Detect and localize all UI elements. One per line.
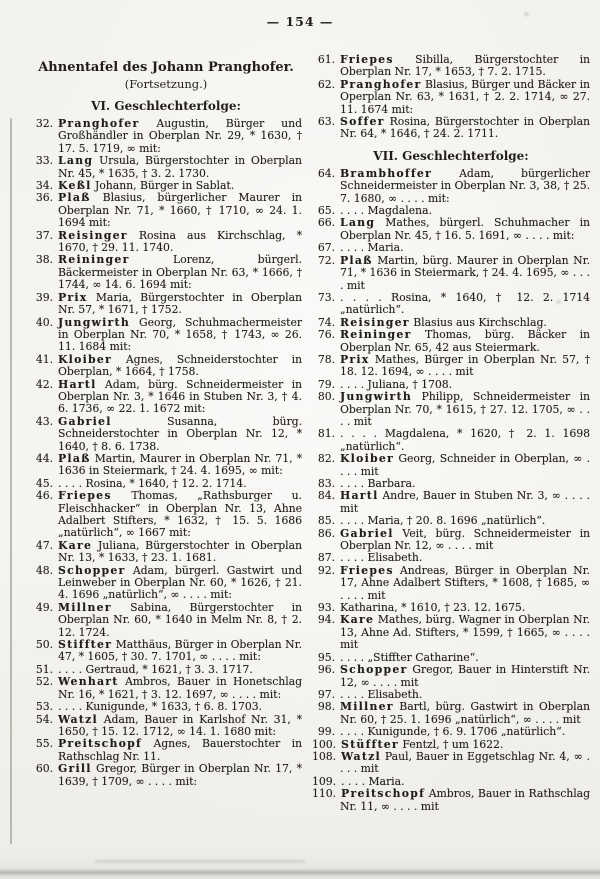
entry-item — [30, 565, 302, 602]
entry-number: 72. — [317, 253, 335, 267]
entry-number: 78. — [317, 352, 335, 366]
entry-number: 37. — [35, 228, 53, 242]
entry-number: 50. — [35, 638, 53, 652]
entry-number: 53. — [35, 700, 53, 714]
entry-number: 98. — [317, 700, 335, 714]
entry-name: Stiffter — [58, 638, 113, 652]
entry-name: Reisinger — [58, 228, 128, 242]
entry-name: Kare — [58, 538, 93, 552]
entry-name: Kloiber — [58, 352, 112, 366]
entry-text: Andre, Bauer in Stuben Nr. 3, ∞ . . . . mit — [340, 489, 590, 515]
entry-number: 85. — [317, 514, 335, 528]
entry-item — [30, 676, 302, 701]
entry-name: Reininger — [340, 328, 412, 342]
entry-number: 38. — [35, 253, 53, 267]
entry-item — [30, 230, 302, 255]
section-heading-vi: VI. Geschlechterfolge: — [91, 99, 241, 113]
entry-item — [312, 354, 590, 379]
entry-text: Susanna, bürg. Schneiderstochter in Oberplan Nr. 12, * 1640, † 8. 6. 1738. — [58, 414, 303, 453]
entry-list-vii — [312, 168, 590, 813]
entry-text: Paul, Bauer in Eggetschlag Nr. 4, ∞ . . . . mit — [340, 749, 590, 776]
entry-list-vi-continued — [312, 54, 590, 141]
entry-text: . . . . Maria. — [340, 241, 404, 255]
entry-number: 41. — [35, 352, 53, 366]
section-heading-vii: VII. Geschlechterfolge: — [373, 148, 529, 163]
entry-number: 109. — [312, 774, 337, 788]
entry-number: 67. — [317, 241, 335, 255]
entry-text: Matthäus, Bürger in Oberplan Nr. 47, * 1605, † 30. 7. 1701, ∞ . . . . mit: — [58, 638, 302, 664]
entry-text: Maria, Bürgerstochter in Oberplan Nr. 57, * 1671, † 1752. — [58, 290, 303, 317]
entry-item — [312, 614, 590, 651]
entry-number: 55. — [35, 737, 53, 751]
entry-item — [312, 528, 590, 553]
entry-name: Millner — [58, 600, 112, 614]
entry-text: . . . . Magdalena, * 1620, † 2. 1. 1698 „natürlich“. — [340, 427, 590, 453]
entry-item — [312, 391, 590, 428]
entry-item — [30, 379, 302, 416]
entry-number: 81. — [317, 427, 335, 441]
entry-name: Jungwirth — [58, 315, 130, 329]
scan-smudge — [95, 860, 305, 863]
entry-item — [312, 255, 590, 292]
entry-text: Lorenz, bürgerl. Bäckermeister in Oberplan Nr. 63, * 1666, † 1744, ∞ 14. 6. 1694 mit: — [58, 253, 302, 292]
entry-number: 52. — [35, 675, 53, 689]
entry-text: Thomas, bürg. Bäcker in Oberplan Nr. 65, 42 aus Steiermark. — [340, 328, 591, 354]
entry-text: Rosina aus Kirchschlag, * 1670, † 29. 11. 1740. — [58, 228, 302, 255]
entry-text: Mathes, Bürger in Oberplan Nr. 57, † 18. 12. 1694, ∞ . . . . mit — [340, 352, 590, 379]
entry-number: 84. — [317, 489, 335, 503]
entry-text: Gregor, Bauer in Hinterstift Nr. 12, ∞ . . . . mit — [340, 663, 590, 689]
entry-item — [312, 664, 590, 689]
entry-item — [312, 79, 590, 116]
entry-name: Jungwirth — [340, 390, 412, 404]
entry-number: 82. — [317, 452, 335, 466]
entry-text: Juliana, Bürgerstochter in Oberplan Nr. 13, * 1633, † 23. 1. 1681. — [58, 538, 302, 565]
entry-name: Millner — [340, 700, 394, 714]
entry-name: Plaß — [58, 191, 91, 205]
entry-item — [30, 453, 302, 478]
entry-name: Schopper — [340, 663, 408, 677]
entry-item — [312, 701, 590, 726]
entry-text: Adam, bürg. Schneidermeister in Oberplan Nr. 3, * 1646 in Stuben Nr. 3, † 4. 6. 1736, ∞ 22. 1. 1672 mit: — [58, 377, 302, 416]
entry-number: 43. — [35, 414, 53, 428]
entry-number: 66. — [317, 216, 335, 230]
entry-name: Watzl — [341, 749, 381, 763]
entry-item — [30, 155, 302, 180]
entry-number: 64. — [317, 166, 335, 180]
entry-number: 42. — [35, 377, 53, 391]
entry-number: 49. — [35, 600, 53, 614]
entry-number: 92. — [317, 563, 335, 577]
entry-name: Lang — [340, 216, 376, 230]
left-column — [30, 60, 302, 788]
entry-item — [30, 738, 302, 763]
entry-text: Adam, bürgerlicher Schneidermeister in Oberplan Nr. 3, 38, † 25. 7. 1680, ∞ . . . . mit: — [340, 166, 590, 205]
entry-number: 87. — [317, 551, 335, 565]
entry-item — [312, 116, 590, 141]
entry-item — [30, 763, 302, 788]
entry-number: 36. — [35, 191, 53, 205]
entry-number: 45. — [35, 476, 53, 490]
entry-text: Blasius, Bürger und Bäcker in Operplan Nr. 63, * 1631, † 2. 2. 1714, ∞ 27. 11. 1674 mit: — [340, 77, 590, 116]
entry-item — [30, 354, 302, 379]
entry-number: 47. — [35, 538, 53, 552]
entry-item — [30, 416, 302, 453]
entry-name: Prix — [340, 352, 370, 366]
article-title: Ahnentafel des Johann Pranghofer. — [38, 60, 294, 75]
entry-name: Reisinger — [340, 315, 410, 329]
entry-item — [30, 490, 302, 540]
entry-text: . . . . Gertraud, * 1621, † 3. 3. 1717. — [58, 662, 253, 676]
entry-name: Friepes — [340, 563, 394, 577]
entry-item — [312, 292, 590, 317]
entry-text: Sibilla, Bürgerstochter in Oberplan Nr. 17, * 1653, † 7. 2. 1715. — [340, 53, 590, 79]
page-number: — 154 — — [266, 14, 334, 29]
entry-text: Agnes, Bauerstochter in Rathschlag Nr. 11. — [58, 737, 302, 763]
entry-text: . . . . Kunigunde, * 1633, † 6. 8. 1703. — [58, 700, 263, 714]
entry-item — [30, 192, 302, 229]
entry-item — [30, 118, 302, 155]
entry-text: Andreas, Bürger in Oberplan Nr. 17, Ahne Adalbert Stifters, * 1608, † 1685, ∞ . . . . mit — [340, 563, 590, 602]
entry-text: Veit, bürg. Schneidermeister in Oberplan Nr. 12, ∞ . . . . mit — [340, 526, 590, 553]
entry-item — [30, 639, 302, 664]
entry-text: Martin, Maurer in Oberplan Nr. 71, * 1636 in Steiermark, † 24. 4. 1695, ∞ mit: — [58, 451, 302, 478]
entry-item — [30, 254, 302, 291]
entry-name: Hartl — [58, 377, 97, 391]
entry-text: Adam, bürgerl. Gastwirt und Leinweber in Oberplan Nr. 60, * 1626, † 21. 4. 1696 „natürlich“, ∞ . . . . mit: — [58, 563, 302, 602]
entry-item — [30, 602, 302, 639]
entry-text: . . . . „Stiffter Catharine“. — [340, 650, 479, 664]
entry-item — [312, 329, 590, 354]
entry-text: Georg, Schneider in Oberplan, ∞ . . . . mit — [340, 452, 591, 478]
entry-text: Gregor, Bürger in Oberplan Nr. 17, * 1639, † 1709, ∞ . . . . mit: — [58, 762, 303, 788]
entry-text: Ursula, Bürgerstochter in Oberplan Nr. 45, * 1635, † 3. 2. 1730. — [58, 154, 302, 180]
entry-item — [30, 540, 302, 565]
entry-text: . . . . Magdalena. — [340, 204, 432, 218]
entry-text: . . . . Kunigunde, † 6. 9. 1706 „natürlich“. — [340, 725, 566, 739]
entry-name: Keßl — [58, 179, 92, 193]
entry-text: Fentzl, † um 1622. — [402, 737, 504, 751]
entry-name: Preitschopf — [341, 787, 426, 801]
entry-number: 97. — [317, 687, 335, 701]
entry-number: 48. — [35, 563, 53, 577]
entry-text: Ambros, Bauer in Rathschlag Nr. 11, ∞ . . . . mit — [340, 787, 590, 813]
entry-number: 33. — [35, 154, 53, 168]
entry-text: Bartl, bürg. Gastwirt in Oberplan Nr. 60, † 25. 1. 1696 „natürlich“, ∞ . . . . mit — [340, 700, 590, 726]
entry-text: Thomas, „Rathsburger u. Fleischhacker“ in Oberplan Nr. 13, Ahne Adalbert Stifters, * 1632, † 15. 5. 1686 „natürlich“, ∞ 1667 mit: — [58, 489, 302, 540]
entry-name: Grill — [58, 762, 92, 776]
entry-name: Friepes — [58, 489, 112, 503]
entry-number: 65. — [317, 204, 335, 218]
entry-name: Stüffter — [341, 737, 399, 751]
entry-name: Friepes — [340, 53, 394, 66]
entry-item — [312, 565, 590, 602]
entry-text: . . . . Maria, † 20. 8. 1696 „natürlich“. — [340, 514, 546, 528]
entry-item — [30, 292, 302, 317]
entry-item — [30, 317, 302, 354]
entry-number: 76. — [317, 328, 335, 342]
entry-text: Georg, Schuhmachermeister in Oberplan Nr. 70, * 1658, † 1743, ∞ 26. 11. 1684 mit: — [58, 315, 303, 354]
entry-text: Rosina, Bürgerstochter in Oberplan Nr. 64, * 1646, † 24. 2. 1711. — [340, 115, 591, 141]
entry-number: 60. — [35, 762, 53, 776]
entry-name: Watzl — [58, 712, 98, 726]
entry-text: . . . . Rosina, * 1640, † 12. 2. 1714. — [58, 476, 247, 490]
entry-item — [312, 490, 590, 515]
entry-number: 80. — [317, 390, 335, 404]
entry-number: 61. — [317, 53, 335, 66]
entry-name: Soffer — [340, 115, 385, 129]
entry-item — [312, 788, 590, 813]
entry-text: Ambros, Bauer in Honetschlag Nr. 16, * 1621, † 3. 12. 1697, ∞ . . . . mit: — [58, 675, 302, 701]
entry-text: . . . . Maria. — [341, 774, 405, 788]
entry-text: . . . . Barbara. — [340, 477, 416, 490]
entry-number: 63. — [317, 115, 335, 129]
entry-number: 32. — [35, 117, 53, 130]
entry-name: Pranghofer — [58, 117, 140, 130]
entry-name: Schopper — [58, 563, 126, 577]
entry-name: Reininger — [58, 253, 130, 267]
entry-text: Adam, Bauer in Karlshof Nr. 31, * 1650, † 15. 12. 1712, ∞ 14. 1. 1680 mit: — [58, 712, 302, 738]
entry-number: 34. — [35, 179, 53, 193]
entry-number: 79. — [317, 377, 335, 391]
entry-name: Kloiber — [340, 452, 394, 466]
entry-text: Blasius aus Kirchschlag. — [413, 315, 547, 329]
entry-text: Johann, Bürger in Sablat. — [94, 179, 235, 193]
entry-item — [312, 453, 590, 478]
entry-text: Katharina, * 1610, † 23. 12. 1675. — [340, 601, 526, 615]
page-edge-line-left — [10, 118, 12, 844]
entry-number: 96. — [317, 663, 335, 677]
entry-number: 46. — [35, 489, 53, 503]
entry-number: 110. — [312, 787, 337, 801]
entry-number: 40. — [35, 315, 53, 329]
entry-name: Prix — [58, 290, 88, 304]
entry-text: Mathes, bürg. Wagner in Oberplan Nr. 13, Ahne Ad. Stifters, * 1599, † 1665, ∞ . . . . mit — [340, 613, 590, 652]
entry-text: Sabina, Bürgerstochter in Oberplan Nr. 60, * 1640 in Melm Nr. 8, † 2. 12. 1724. — [58, 600, 302, 639]
entry-text: . . . . Elisabeth. — [340, 551, 423, 565]
entry-number: 39. — [35, 290, 53, 304]
entry-name: Hartl — [340, 489, 379, 503]
entry-text: Mathes, bürgerl. Schuhmacher in Oberplan Nr. 45, † 16. 5. 1691, ∞ . . . . mit: — [340, 216, 590, 242]
entry-name: Lang — [58, 154, 94, 168]
entry-name: Gabriel — [58, 414, 112, 428]
entry-name: Wenhart — [58, 675, 119, 689]
entry-text: Augustin, Bürger und Großhändler in Oberplan Nr. 29, * 1630, † 17. 5. 1719, ∞ mit: — [58, 117, 302, 155]
entry-number: 93. — [317, 601, 335, 615]
entry-number: 99. — [317, 725, 335, 739]
page-edge-band-bottom — [0, 868, 600, 876]
entry-text: Agnes, Schneiderstochter in Oberplan, * 1664, † 1758. — [58, 352, 302, 379]
entry-text: Martin, bürg. Maurer in Oberplan Nr. 71, * 1636 in Steiermark, † 24. 4. 1695, ∞ . . . . mit — [340, 253, 590, 292]
entry-text: . . . . Elisabeth. — [340, 687, 423, 701]
entry-number: 44. — [35, 451, 53, 465]
entry-text: . . . . Rosina, * 1640, † 12. 2. 1714 „natürlich“. — [340, 290, 590, 317]
entry-number: 86. — [317, 526, 335, 540]
entry-text: . . . . Juliana, † 1708. — [340, 377, 453, 391]
entry-item — [312, 217, 590, 242]
entry-item — [312, 168, 590, 205]
entry-list-vi — [30, 118, 302, 788]
entry-text: Philipp, Schneidermeister in Oberplan Nr. 70, * 1615, † 27. 12. 1705, ∞ . . . . mit — [340, 390, 590, 428]
entry-number: 74. — [317, 315, 335, 329]
entry-number: 83. — [317, 477, 335, 490]
entry-number: 62. — [317, 77, 335, 91]
entry-number: 108. — [312, 749, 337, 763]
entry-item — [312, 428, 590, 453]
entry-number: 95. — [317, 650, 335, 664]
entry-text: Blasius, bürgerlicher Maurer in Oberplan Nr. 71, * 1660, † 1710, ∞ 24. 1. 1694 mit: — [58, 191, 302, 230]
entry-name: Plaß — [340, 253, 373, 267]
entry-item — [30, 714, 302, 739]
entry-name: Plaß — [58, 451, 91, 465]
entry-name: Brambhoffer — [340, 166, 432, 180]
entry-item — [312, 751, 590, 776]
entry-name: Pranghofer — [340, 77, 422, 91]
entry-number: 94. — [317, 613, 335, 627]
entry-number: 100. — [312, 737, 337, 751]
entry-name: Kare — [340, 613, 375, 627]
entry-number: 73. — [317, 290, 335, 304]
entry-name: Gabriel — [340, 526, 394, 540]
entry-item — [312, 54, 590, 79]
entry-number: 51. — [35, 662, 53, 676]
entry-number: 54. — [35, 712, 53, 726]
article-subtitle: (Fortsetzung.) — [124, 77, 208, 91]
right-column — [312, 54, 590, 813]
entry-name: Preitschopf — [58, 737, 142, 751]
